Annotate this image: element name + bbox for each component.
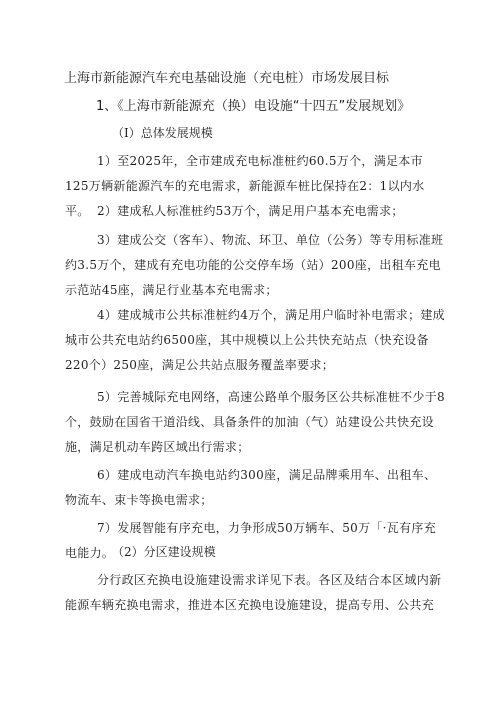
document-title: 上海市新能源汽车充电基础设施（充电桩）市场发展目标: [64, 71, 390, 86]
closing-paragraph: 分行政区充换电设施建设需求详见下表。各区及结合本区域内新能源车辆充换电需求，推进本区充换电设施建设，提高专用、公共充: [65, 573, 442, 612]
paragraph-item-7: 7）发展智能有序充电，力争形成50万辆车、50万「·瓦有序充电能力。: [65, 521, 436, 560]
subheading-district-scale: （2）分区建设规模: [112, 545, 216, 559]
section-heading: 1、《上海市新能源充（换）电设施“十四五”发展规划》: [96, 99, 411, 114]
paragraph-item-3: 3）建成公交（客车）、物流、环卫、单位（公务）等专用标准班约3.5万个，建成有充电功能的公交停车场（站）200座，出租车充电示范站45座，满足行业基本充电需求；: [65, 233, 444, 297]
paragraph-item-1: 1）至2025年，全市建成充电标准桩约60.5万个，满足本市125万辆新能源汽车的充电需求，新能源车桩比保持在2：1以内水平。: [65, 154, 425, 218]
paragraph-item-4: 4）建成城市公共标准桩约4万个，满足用户临时补电需求；建成城市公共充电站约6500座，其中规模以上公共快充站点（快充设备220个）250座，满足公共站点服务覆盖率要求；: [65, 308, 445, 372]
paragraph-item-6: 6）建成电动汽车换电站约300座，满足品牌乘用车、出租车、物流车、束卡等换电需求；: [65, 468, 437, 507]
paragraph-item-2: 2）建成私人标准桩约53万个，满足用户基本充电需求；: [97, 204, 404, 218]
paragraph-item-5: 5）完善城际充电网络，高速公路单个服务区公共标准桩不少于8个，鼓励在国省干道沿线、具备条件的加油（气）站建设公共快充设施，满足机动车跨区域出行需求；: [65, 390, 445, 454]
subheading-overall-scale: （I）总体发展规模: [112, 126, 213, 140]
